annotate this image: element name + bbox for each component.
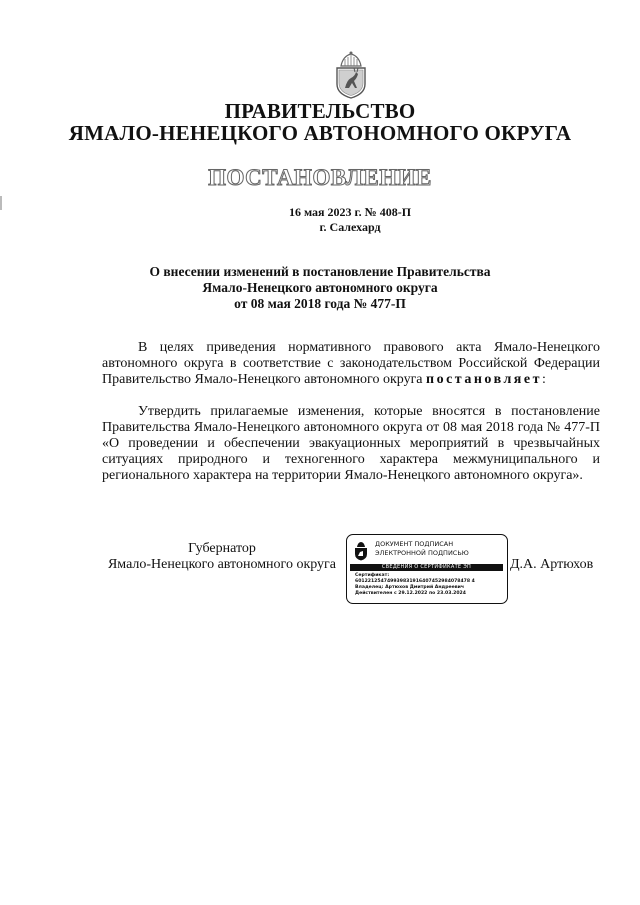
stamp-cert-number: 601221254749939831916407452984078478 4 <box>355 579 475 584</box>
resolve-word: постановляет <box>426 372 542 387</box>
subject-line1: О внесении изменений в постановление Правительства <box>149 264 491 279</box>
stamp-line2: ЭЛЕКТРОННОЙ ПОДПИСЬЮ <box>375 549 469 557</box>
subject-line2: Ямало-Ненецкого автономного округа <box>202 280 438 295</box>
coat-of-arms-emblem <box>331 50 371 100</box>
stamp-line1: ДОКУМЕНТ ПОДПИСАН <box>375 540 454 548</box>
scan-edge-mark <box>0 196 2 210</box>
electronic-signature-stamp <box>346 534 508 604</box>
subject-line3: от 08 мая 2018 года № 477-П <box>234 296 406 311</box>
paragraph-2: Утвердить прилагаемые изменения, которые вносятся в постановление Правительства Ямало-Ненецкого автономного округа от 08 мая 2018 года № 477-П «О проведении и обеспечении эвакуационных мероприятий в чрезвычайных ситуациях природного и техногенного характера межмуниципального и регионального характера на территории Ямало-Ненецкого автономного округа». <box>102 404 600 483</box>
stamp-cert-label: Сертификат: <box>355 573 390 578</box>
signatory-name: Д.А. Артюхов <box>510 557 594 572</box>
org-name-line2: ЯМАЛО-НЕНЕЦКОГО АВТОНОМНОГО ОКРУГА <box>68 121 572 145</box>
stamp-certificate-bar: СВЕДЕНИЯ О СЕРТИФИКАТЕ ЭП <box>350 564 503 571</box>
paragraph-1 <box>102 340 600 388</box>
paragraph-1-end: : <box>541 372 546 387</box>
stamp-emblem-icon <box>353 541 369 561</box>
city: г. Салехард <box>319 220 381 234</box>
stamp-valid: Действителен с 29.12.2022 по 23.03.2024 <box>355 591 466 596</box>
paragraph-1-text: В целях приведения нормативного правового акта Ямало-Ненецкого автономного округа в соответствие с законодательством Российской Федерации Правительство Ямало-Ненецкого автономного округа <box>102 340 600 387</box>
date-number: 16 мая 2023 г. № 408-П <box>288 205 412 219</box>
document-type-title: ПОСТАНОВЛЕНИЕ <box>208 165 432 190</box>
signatory-title-line2: Ямало-Ненецкого автономного округа <box>107 557 337 572</box>
signatory-title-line1: Губернатор <box>188 541 256 556</box>
org-name-line1: ПРАВИТЕЛЬСТВО <box>224 99 416 123</box>
stamp-owner: Владелец: Артюхов Дмитрий Андреевич <box>355 585 465 590</box>
